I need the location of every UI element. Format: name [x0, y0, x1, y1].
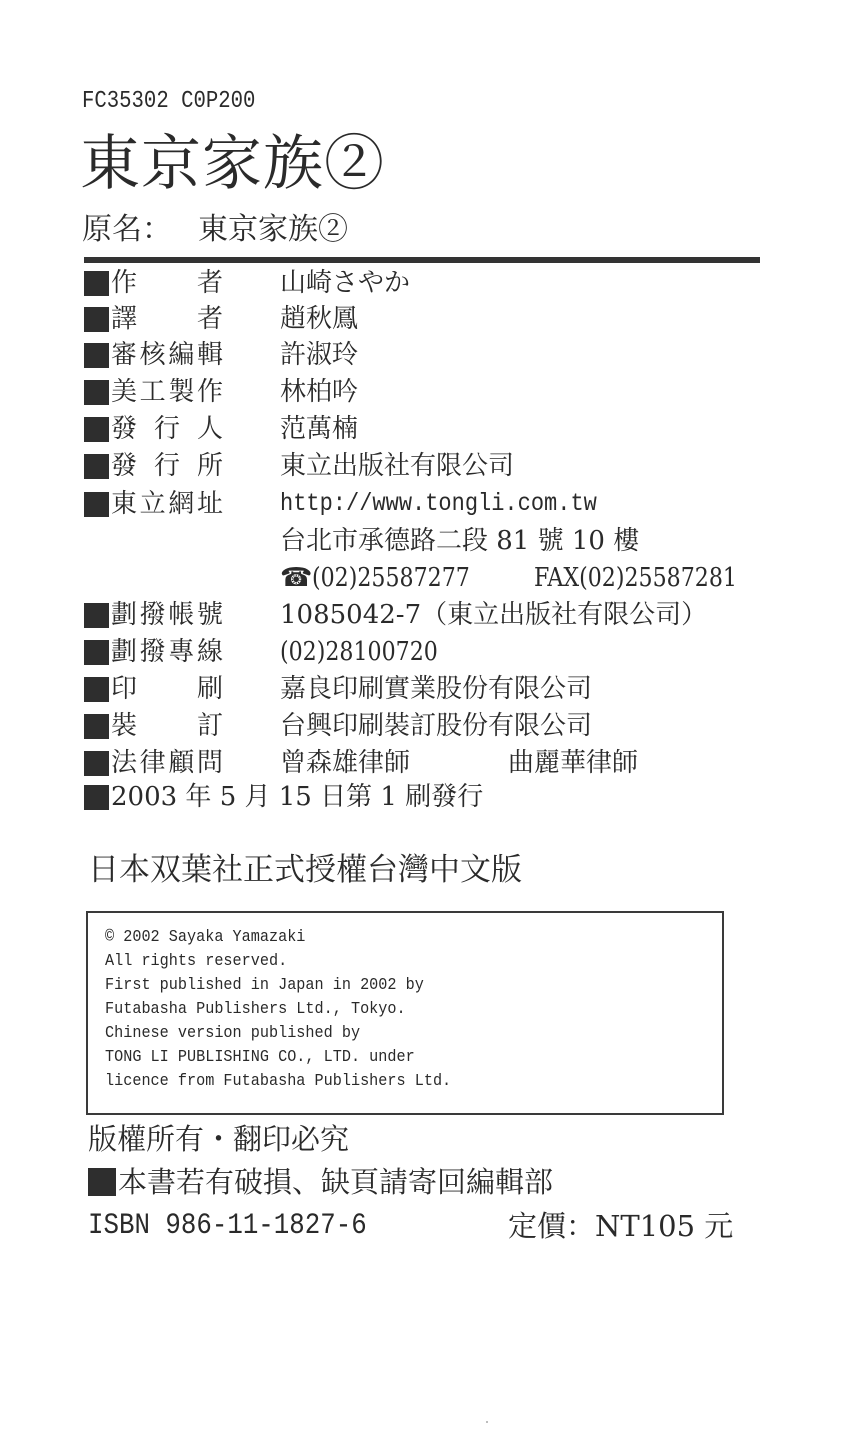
- credit-value: 趙秋鳳: [280, 304, 359, 334]
- credit-value: 許淑玲: [280, 340, 359, 370]
- license-statement: 日本双葉社正式授權台灣中文版: [88, 852, 522, 888]
- credit-label: 作 者: [111, 268, 223, 298]
- bullet-square-icon: [84, 603, 109, 628]
- bullet-square-icon: [88, 1168, 116, 1196]
- price: 定價：NT105 元: [508, 1209, 734, 1243]
- bullet-square-icon: [84, 307, 109, 332]
- credit-label: 印 刷: [111, 674, 223, 704]
- bullet-square-icon: [84, 271, 109, 296]
- scan-speck: [486, 1421, 488, 1423]
- original-title-value: 東京家族②: [198, 212, 348, 247]
- bullet-square-icon: [84, 751, 109, 776]
- credit-label: 法 律 顧 問: [111, 748, 223, 778]
- credit-label: 裝 訂: [111, 711, 223, 741]
- credit-row-postal-hotline: [84, 634, 438, 670]
- isbn: ISBN 986-11-1827-6: [88, 1209, 367, 1243]
- credit-value: (02)28100720: [280, 637, 438, 667]
- bullet-square-icon: [84, 417, 109, 442]
- credit-row-translator: [84, 301, 359, 337]
- phone-line: [280, 560, 498, 596]
- website-link[interactable]: http://www.tongli.com.tw: [280, 489, 597, 518]
- product-code: FC35302 C0P200: [82, 88, 256, 115]
- bullet-square-icon: [84, 714, 109, 739]
- copyright-line: Chinese version published by: [105, 1023, 361, 1042]
- bullet-square-icon: [84, 677, 109, 702]
- credit-label: 審 核 編 輯: [111, 340, 223, 370]
- credit-value: 東立出版社有限公司: [280, 451, 515, 481]
- bullet-square-icon: [84, 785, 109, 810]
- credit-label: 發 行 所: [111, 451, 223, 481]
- credit-row-binding: [84, 708, 593, 744]
- bullet-square-icon: [84, 380, 109, 405]
- credit-label: 劃 撥 專 線: [111, 637, 223, 667]
- credit-label: 美 工 製 作: [111, 377, 223, 407]
- credit-label: 發 行 人: [111, 414, 223, 444]
- credit-value: 台興印刷裝訂股份有限公司: [280, 711, 593, 741]
- credit-label: 東 立 網 址: [111, 489, 223, 519]
- copyright-line: licence from Futabasha Publishers Ltd.: [105, 1071, 452, 1090]
- credit-value: 曾森雄律師: [280, 748, 411, 778]
- fax-number: FAX(02)25587281: [534, 563, 737, 593]
- release-row: [84, 779, 483, 815]
- book-title: 東京家族②: [80, 129, 385, 199]
- damage-notice-text: 本書若有破損、缺頁請寄回編輯部: [118, 1165, 554, 1199]
- damage-notice: [88, 1163, 553, 1201]
- copyright-box: [86, 911, 724, 1115]
- copyright-line: TONG LI PUBLISHING CO., LTD. under: [105, 1047, 415, 1066]
- credit-row-editor: [84, 337, 359, 373]
- credit-value: 山崎さやか: [280, 268, 411, 298]
- credit-row-website: [84, 486, 597, 522]
- bullet-square-icon: [84, 343, 109, 368]
- bullet-square-icon: [84, 640, 109, 665]
- credit-value: 1085042-7（東立出版社有限公司）: [280, 600, 708, 630]
- copyright-line: First published in Japan in 2002 by: [105, 975, 424, 994]
- credit-label: 譯 者: [111, 304, 223, 334]
- copyright-text: [105, 925, 481, 1093]
- bullet-square-icon: [84, 492, 109, 517]
- credit-row-author: [84, 265, 411, 301]
- credit-value: 林柏吟: [280, 377, 359, 407]
- original-title-label: 原名：: [82, 212, 172, 247]
- header-rule-divider: [84, 257, 760, 263]
- credit-row-printing: [84, 671, 593, 707]
- credit-value: 范萬楠: [280, 414, 359, 444]
- phone-number: (02)25587277: [312, 563, 471, 593]
- telephone-icon: ☎: [280, 563, 313, 593]
- copyright-line: © 2002 Sayaka Yamazaki: [105, 927, 306, 946]
- original-title: [82, 210, 348, 250]
- release-date: 2003 年 5 月 15 日第 1 刷發行: [111, 782, 484, 812]
- credit-label: 劃 撥 帳 號: [111, 600, 223, 630]
- credit-value: 嘉良印刷實業股份有限公司: [280, 674, 593, 704]
- credit-row-legal-counsel: [84, 745, 639, 781]
- address: 台北市承德路二段 81 號 10 樓: [280, 526, 640, 556]
- credit-row-art: [84, 374, 359, 410]
- copyright-line: All rights reserved.: [105, 951, 288, 970]
- credit-row-publisher-company: [84, 448, 515, 484]
- credit-row-postal-account: [84, 597, 708, 633]
- bullet-square-icon: [84, 454, 109, 479]
- rights-reserved: 版權所有・翻印必究: [88, 1122, 350, 1156]
- copyright-line: Futabasha Publishers Ltd., Tokyo.: [105, 999, 406, 1018]
- credit-value-secondary: 曲麗華律師: [508, 748, 639, 778]
- credit-row-publisher-person: [84, 411, 359, 447]
